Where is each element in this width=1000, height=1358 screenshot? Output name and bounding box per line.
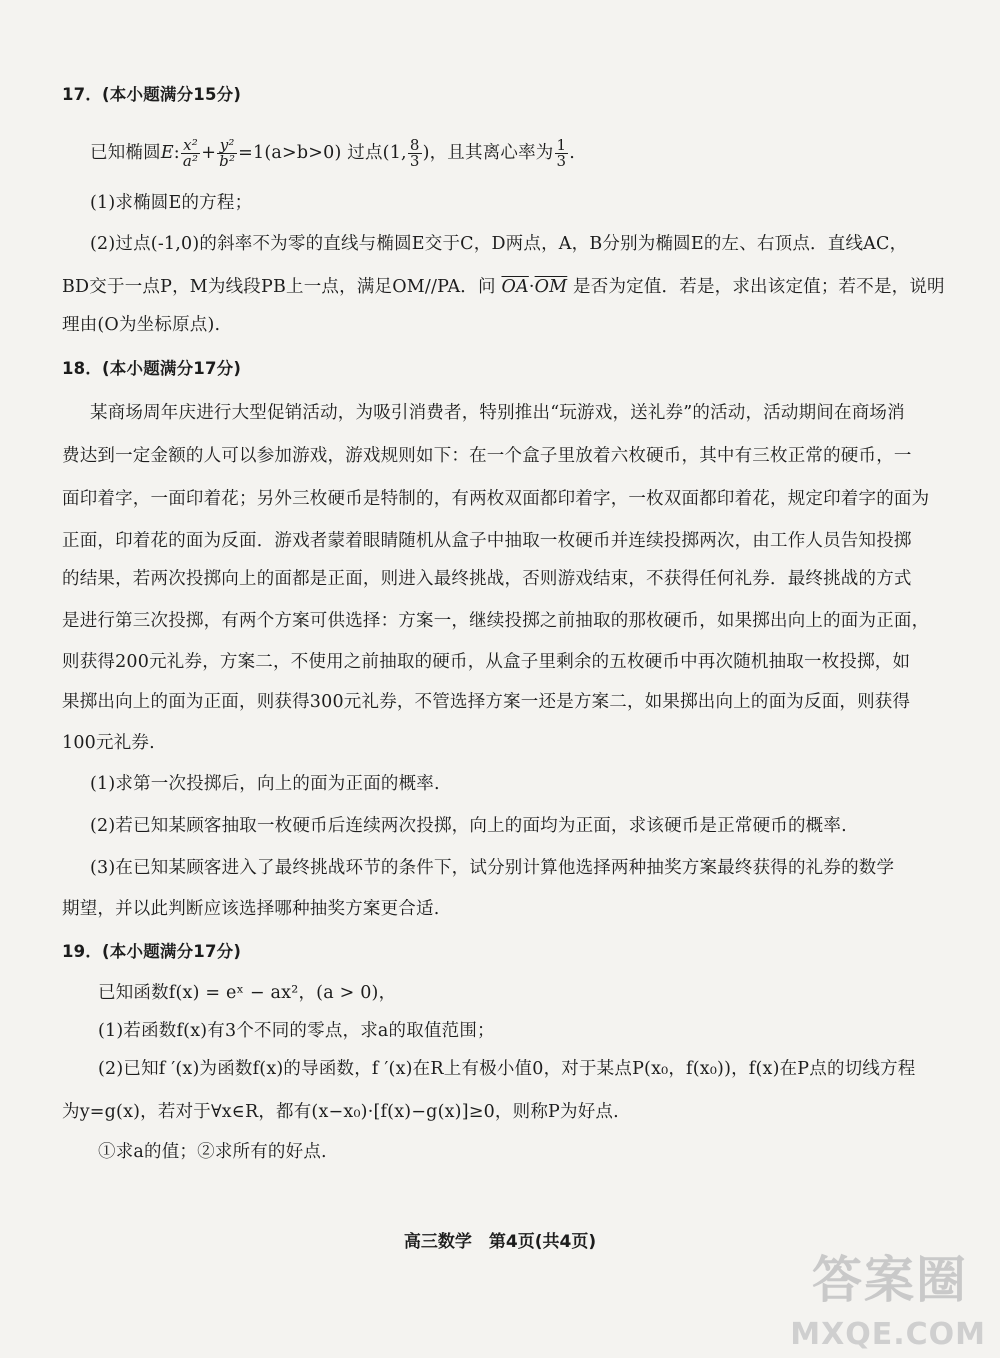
q19-part2-line1: (2)已知f ′(x)为函数f(x)的导函数，f ′(x)在R上有极小值0，对于某点P(x₀，f(x₀))，f(x)在P点的切线方程 [98, 1059, 916, 1079]
q19-part1: (1)若函数f(x)有3个不同的零点，求a的取值范围； [98, 1021, 495, 1041]
q18-body-line: 果掷出向上的面为正面，则获得300元礼券，不管选择方案一还是方案二，如果掷出向上的面为反面，则获得 [62, 692, 911, 712]
watermark-logo: 答案圈 [812, 1251, 968, 1309]
q19-heading: 19．(本小题满分17分) [62, 942, 242, 961]
q18-body-line: 面印着字，一面印着花；另外三枚硬币是特制的，有两枚双面都印着字，一枚双面都印着花，规定印着字的面为 [62, 489, 930, 509]
frac-y2-b2: $\frac{\text{y²}}{\text{b²}}$ [219, 136, 236, 170]
q18-part2: (2)若已知某顾客抽取一枚硬币后连续两次投掷，向上的面均为正面，求该硬币是正常硬币的概率. [90, 816, 847, 836]
q18-body-line: 的结果，若两次投掷向上的面都是正面，则进入最终挑战，否则游戏结束，不获得任何礼券．最终挑战的方式 [62, 569, 912, 589]
q17-ellipse-name: E [160, 143, 174, 163]
q17-part2-line1: (2)过点(-1,0)的斜率不为零的直线与椭圆E交于C，D两点，A，B分别为椭圆E的左、右顶点．直线AC， [90, 234, 908, 254]
q17-part1: (1)求椭圆E的方程； [90, 193, 253, 213]
vector-om: $\overline{OM}$ [534, 277, 568, 297]
q18-part3-line1: (3)在已知某顾客进入了最终挑战环节的条件下，试分别计算他选择两种抽奖方案最终获得的礼券的数学 [90, 858, 895, 878]
q18-part1: (1)求第一次投掷后，向上的面为正面的概率. [90, 774, 440, 794]
q17-part2-line3: 理由(O为坐标原点). [62, 315, 221, 335]
q17-part2-line2: BD交于一点P，M为线段PB上一点，满足OM//PA．问 $\overline{OA}\cdot\overline{OM}$ 是否为定值．若是，求出该定值；若不是，说明 [62, 277, 945, 297]
q17-eq-rest: =1(a>b>0) [238, 143, 342, 163]
q18-body-line: 则获得200元礼券，方案二，不使用之前抽取的硬币，从盒子里剩余的五枚硬币中再次随机抽取一枚投掷，如 [62, 652, 911, 672]
q18-body-line: 正面，印着花的面为反面．游戏者蒙着眼睛随机从盒子中抽取一枚硬币并连续投掷两次，由工作人员告知投掷 [62, 531, 912, 551]
q17-point-text: 过点(1, [347, 143, 407, 163]
page-footer: 高三数学 第4页(共4页) [403, 1232, 597, 1252]
q17-stem: 已知椭圆E: $\frac{\text{x²}}{\text{a²}}$ + $\frac{\text{y²}}{\text{b²}}$ =1(a>b>0) 过点(1, $\frac{8}{3}$ )，且其离心率为 $\frac{1}{3}$ . [90, 136, 576, 170]
q18-body-line: 100元礼券. [62, 733, 155, 753]
frac-1-3: $\frac{1}{3}$ [556, 136, 567, 170]
q17-stem-prefix: 已知椭圆 [90, 143, 161, 163]
frac-8-3: $\frac{8}{3}$ [409, 136, 420, 170]
q19-part2-line3: ①求a的值；②求所有的好点. [98, 1142, 327, 1162]
q18-heading: 18．(本小题满分17分) [62, 359, 242, 378]
q18-body-line: 某商场周年庆进行大型促销活动，为吸引消费者，特别推出“玩游戏，送礼券”的活动，活动期间在商场消 [90, 403, 905, 423]
watermark-url: MXQE.COM [790, 1317, 986, 1352]
q18-body-line: 是进行第三次投掷，有两个方案可供选择：方案一，继续投掷之前抽取的那枚硬币，如果掷出向上的面为正面， [62, 611, 930, 631]
vector-oa: $\overline{OA}$ [501, 277, 529, 297]
q17-point-close: )，且其离心率为 [422, 143, 554, 163]
q18-body-line: 费达到一定金额的人可以参加游戏，游戏规则如下：在一个盒子里放着六枚硬币，其中有三枚正常的硬币，一 [62, 446, 912, 466]
frac-x2-a2: $\frac{\text{x²}}{\text{a²}}$ [182, 136, 199, 170]
q18-part3-line2: 期望，并以此判断应该选择哪种抽奖方案更合适. [62, 899, 440, 919]
q19-stem: 已知函数f(x) = eˣ − ax²，(a > 0)， [98, 983, 397, 1003]
site-watermark [790, 1240, 990, 1352]
q19-part2-line2: 为y=g(x)，若对于∀x∈R，都有(x−x₀)·[f(x)−g(x)]≥0，则称P为好点. [62, 1102, 619, 1122]
q17-heading: 17．(本小题满分15分) [62, 85, 242, 104]
